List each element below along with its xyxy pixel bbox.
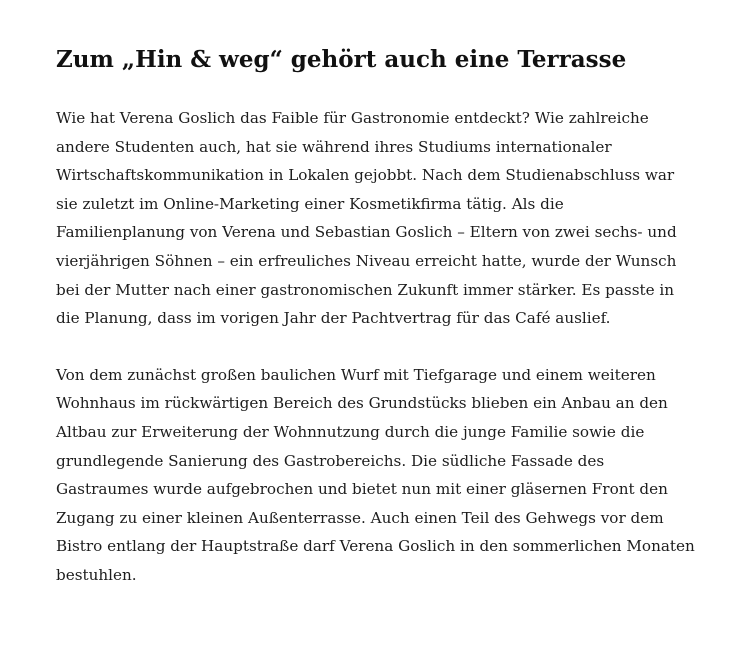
article-paragraph-1: Wie hat Verena Goslich das Faible für Gastronomie entdeckt? Wie zahlreiche andere Studenten auch, hat sie während ihres Studiums internationaler Wirtschaftskommunikation in Lokalen gejobbt. Nach dem Studienabschluss war sie zuletzt im Online-Marketing einer Kosmetikfirma tätig. Als die Familienplanung von Verena und Sebastian Goslich – Eltern von zwei sechs- und vierjährigen Söhnen – ein erfreuliches Niveau erreicht hatte, wurde der Wunsch bei der Mutter nach einer gastronomischen Zukunft immer stärker. Es passte in die Planung, dass im vorigen Jahr der Pachtvertrag für das Café auslief. (56, 109, 677, 328)
article-paragraph-2: Von dem zunächst großen baulichen Wurf mit Tiefgarage und einem weiteren Wohnhaus im rückwärtigen Bereich des Grundstücks blieben ein Anbau an den Altbau zur Erweiterung der Wohnnutzung durch die junge Familie sowie die grundlegende Sanierung des Gastrobereichs. Die südliche Fassade des Gastraumes wurde aufgebrochen und bietet nun mit einer gläsernen Front den Zugang zu einer kleinen Außenterrasse. Auch einen Teil des Gehwegs vor dem Bistro entlang der Hauptstraße darf Verena Goslich in den sommerlichen Monaten bestuhlen. (56, 365, 695, 584)
article (56, 40, 696, 590)
article-headline: Zum „Hin & weg“ gehört auch eine Terrasse (56, 46, 627, 73)
